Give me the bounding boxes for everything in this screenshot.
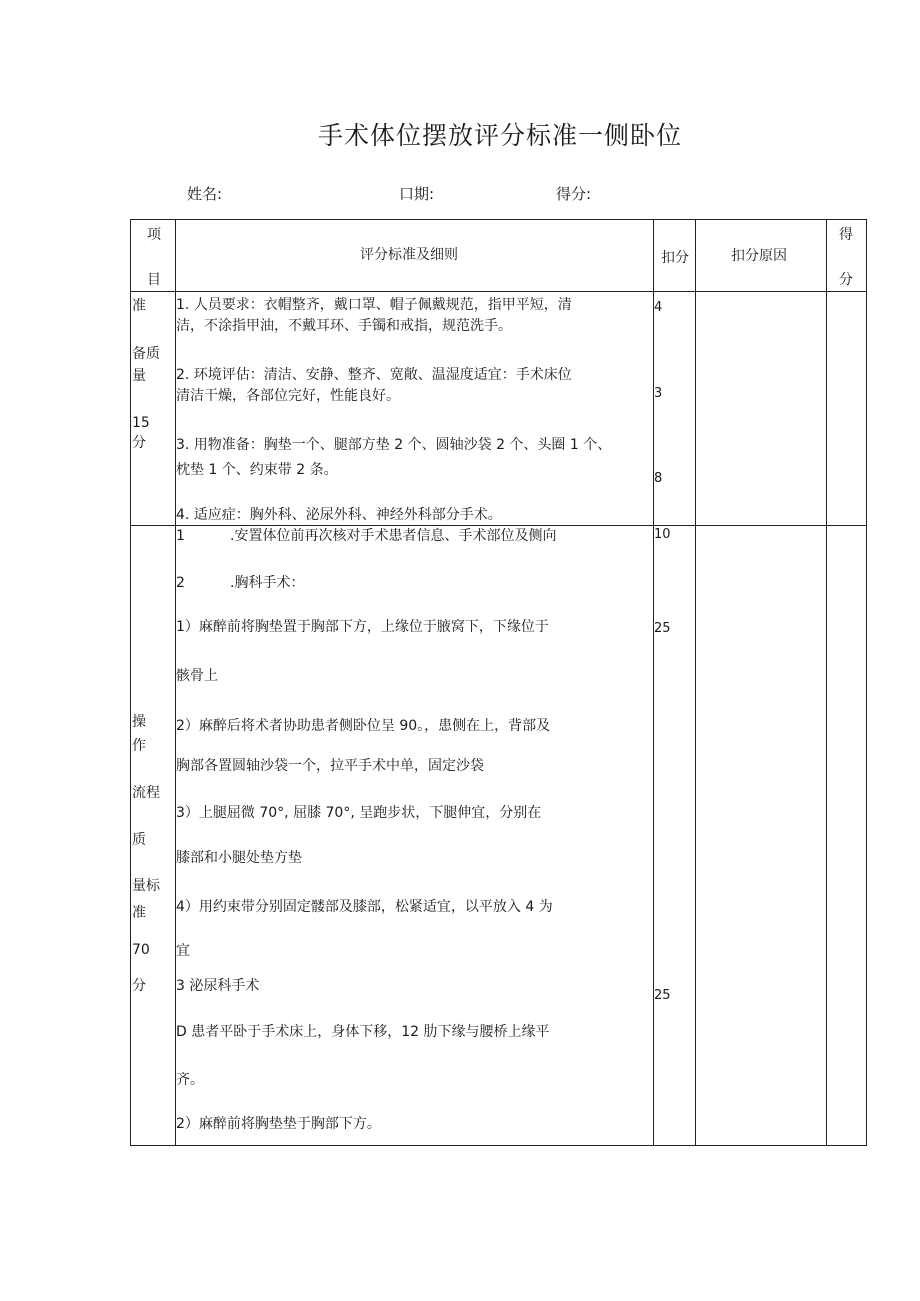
col-divider-reason (826, 219, 827, 1146)
section2-label: 作 (132, 738, 146, 754)
section1-item-line: 2. 环境评估：清洁、安静、整齐、宽敞、温湿度适宜：手术床位 (176, 367, 572, 383)
section2-step-number: 2 (176, 575, 185, 591)
section2-label: 准 (132, 905, 146, 921)
header-score-1: 得 (839, 227, 853, 243)
section2-line: 膝部和小腿处垫方垫 (176, 850, 302, 866)
date-label: 口期: (399, 185, 435, 203)
section2-line: 骸骨上 (176, 668, 218, 684)
section1-points: 3 (654, 386, 663, 401)
header-deduct: 扣分 (661, 250, 689, 266)
section1-item-line: 1. 人员要求：衣帽整齐，戴口罩、帽子佩戴规范，指甲平短，清 (176, 297, 572, 313)
section2-line: 胸部各置圆轴沙袋一个，拉平手术中单，固定沙袋 (176, 758, 484, 774)
section1-item-line: 3. 用物准备：胸垫一个、腿部方垫 2 个、圆轴沙袋 2 个、头圈 1 个、 (176, 437, 612, 453)
page-title: 手术体位摆放评分标准一侧卧位 (317, 121, 682, 150)
table-header-divider (130, 291, 867, 292)
section2-line: 宜 (176, 943, 190, 959)
section1-label: 量 (132, 368, 146, 384)
section1-label: 准 (132, 298, 146, 314)
section2-step-text: .胸科手术： (230, 575, 305, 591)
table-border-right (866, 219, 867, 1146)
section2-line: 3）上腿屈微 70°, 屈膝 70°, 呈跑步状，下腿伸宜，分别在 (176, 805, 542, 821)
section1-label: 备质 (132, 346, 160, 362)
section2-line: 齐。 (176, 1072, 204, 1088)
section2-label: 分 (132, 978, 146, 994)
section2-points: 25 (654, 988, 671, 1003)
section2-line: D 患者平卧于手术床上，身体下移，12 肋下缘与腰桥上缘平 (176, 1024, 550, 1040)
section2-label: 流程 (132, 785, 160, 801)
section1-item-line: 4. 适应症：胸外科、泌尿外科、神经外科部分手术。 (176, 507, 502, 523)
section2-label: 质 (132, 832, 146, 848)
section1-item-line: 清洁干燥，各部位完好，性能良好。 (176, 388, 400, 404)
section2-step-number: 1 (176, 528, 185, 544)
table-border-top (130, 219, 867, 220)
col-divider-deduct (695, 219, 696, 1146)
section2-label: 操 (132, 714, 146, 730)
table-border-bottom (130, 1145, 867, 1146)
section1-points: 4 (654, 300, 663, 315)
score-label: 得分: (556, 185, 592, 203)
section2-label: 70 (132, 942, 150, 958)
col-divider-criteria (653, 219, 654, 1146)
section1-item-line: 洁，不涂指甲油，不戴耳环、手镯和戒指，规范洗手。 (176, 318, 512, 334)
section2-line: 2）麻醉前将胸垫垫于胸部下方。 (176, 1116, 381, 1132)
section1-points: 8 (654, 471, 663, 486)
header-item-2: 目 (147, 272, 161, 288)
section2-line: 4）用约束带分别固定髅部及膝部，松紧适宜，以平放入 4 为 (176, 899, 553, 915)
section2-points: 10 (654, 527, 671, 542)
section2-points: 25 (654, 621, 671, 636)
section1-item-line: 枕垫 1 个、约束带 2 条。 (176, 462, 338, 478)
name-label: 姓名: (187, 185, 223, 203)
section2-line: 3 泌尿科手术 (176, 978, 260, 994)
table-border-left (130, 219, 131, 1146)
section2-label: 量标 (132, 878, 160, 894)
section2-step-text: .安置体位前再次核对手术患者信息、手术部位及侧向 (230, 528, 557, 544)
header-score-2: 分 (839, 272, 853, 288)
header-item-1: 项 (147, 227, 161, 243)
section2-line: 2）麻醉后将术者协助患者侧卧位呈 90。，患侧在上，背部及 (176, 718, 551, 734)
scoring-table (130, 219, 867, 1146)
section1-label: 分 (132, 435, 146, 451)
section1-label: 15 (132, 415, 150, 431)
header-reason: 扣分原因 (731, 248, 787, 264)
section2-line: 1）麻醉前将胸垫置于胸部下方，上缘位于腋窝下，下缘位于 (176, 619, 549, 635)
header-criteria: 评分标准及细则 (360, 247, 458, 263)
